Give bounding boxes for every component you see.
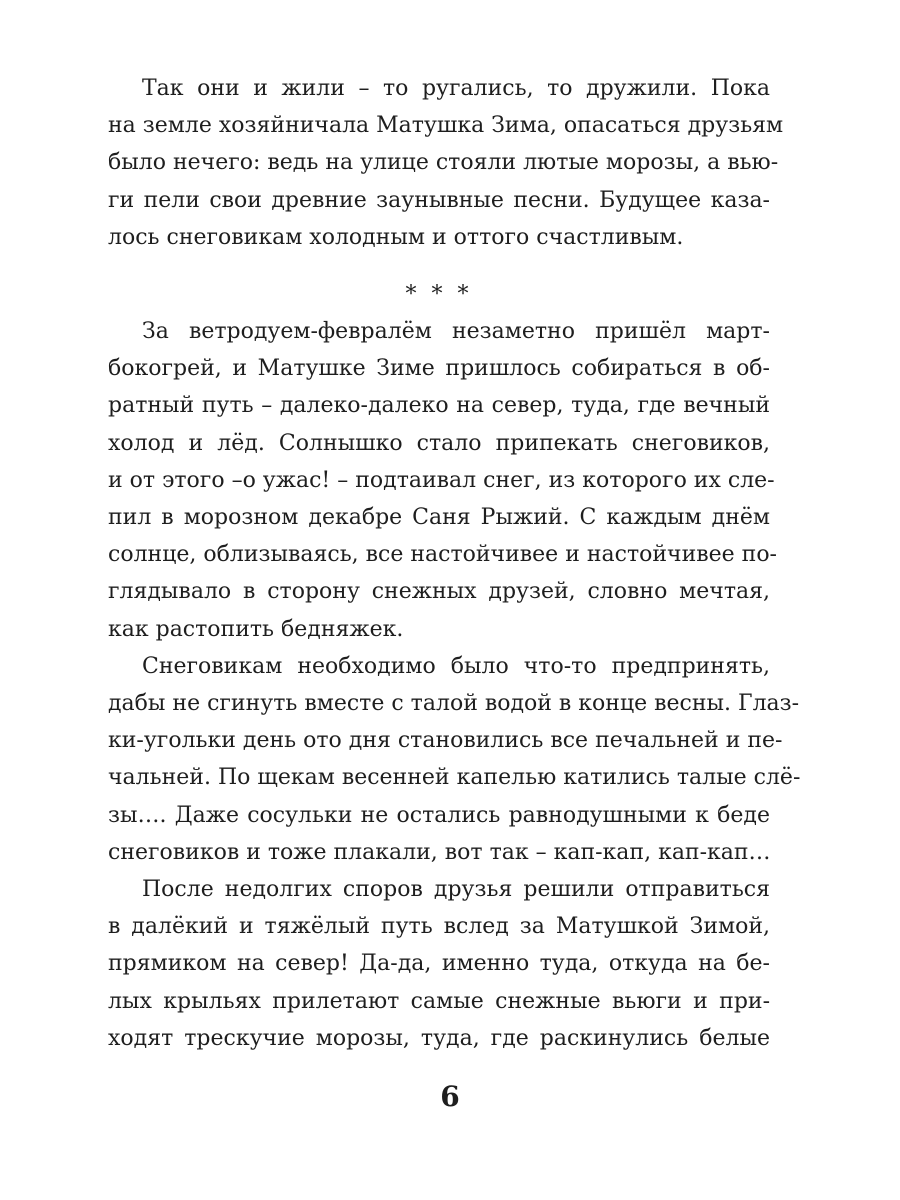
paragraph-1 bbox=[108, 70, 784, 256]
text-line: За ветродуем-февралём незаметно пришёл март- bbox=[142, 319, 770, 345]
text-line: чальней. По щекам весенней капелью катились талые слё- bbox=[108, 765, 801, 791]
paragraph-4 bbox=[108, 871, 770, 1057]
text-line: лось снеговикам холодным и оттого счастливым. bbox=[108, 224, 684, 250]
text-line: на земле хозяйничала Матушка Зима, опасаться друзьям bbox=[108, 113, 784, 139]
text-line: в далёкий и тяжёлый путь вслед за Матушкой Зимой, bbox=[108, 914, 770, 940]
text-line: дабы не сгинуть вместе с талой водой в конце весны. Глаз- bbox=[108, 691, 800, 717]
text-line: ги пели свои древние заунывные песни. Будущее каза- bbox=[108, 187, 770, 213]
text-line: как растопить бедняжек. bbox=[108, 616, 404, 642]
text-line: холод и лёд. Солнышко стало припекать снеговиков, bbox=[108, 430, 770, 456]
page-number: 6 bbox=[440, 1080, 460, 1113]
paragraph-3 bbox=[108, 648, 801, 871]
text-line: ратный путь – далеко-далеко на север, туда, где вечный bbox=[108, 393, 770, 419]
text-line: снеговиков и тоже плакали, вот так – кап-кап, кап-кап… bbox=[108, 839, 771, 865]
text-line: солнце, облизываясь, все настойчивее и настойчивее по- bbox=[108, 542, 777, 568]
text-line: зы…. Даже сосульки не остались равнодушными к беде bbox=[108, 802, 770, 828]
text-line: ходят трескучие морозы, туда, где раскинулись белые bbox=[108, 1025, 770, 1051]
text-line: бокогрей, и Матушке Зиме пришлось собираться в об- bbox=[108, 356, 770, 382]
text-line: После недолгих споров друзья решили отправиться bbox=[142, 877, 770, 903]
text-line: прямиком на север! Да-да, именно туда, откуда на бе- bbox=[108, 951, 770, 977]
paragraph-2 bbox=[108, 313, 777, 648]
text-line: лых крыльях прилетают самые снежные вьюги и при- bbox=[108, 988, 770, 1014]
text-line: ки-угольки день ото дня становились все печальней и пе- bbox=[108, 728, 783, 754]
text-line: было нечего: ведь на улице стояли лютые морозы, а вью- bbox=[108, 150, 779, 176]
body-text bbox=[108, 70, 801, 1057]
text-line: пил в морозном декабре Саня Рыжий. С каждым днём bbox=[108, 505, 770, 531]
section-separator: * * * bbox=[405, 282, 473, 308]
text-line: Снеговикам необходимо было что-то предпринять, bbox=[142, 653, 770, 679]
text-line: глядывало в сторону снежных друзей, словно мечтая, bbox=[108, 579, 770, 605]
text-line: и от этого –о ужас! – подтаивал снег, из которого их сле- bbox=[108, 467, 775, 493]
text-line: Так они и жили – то ругались, то дружили. Пока bbox=[142, 76, 770, 101]
